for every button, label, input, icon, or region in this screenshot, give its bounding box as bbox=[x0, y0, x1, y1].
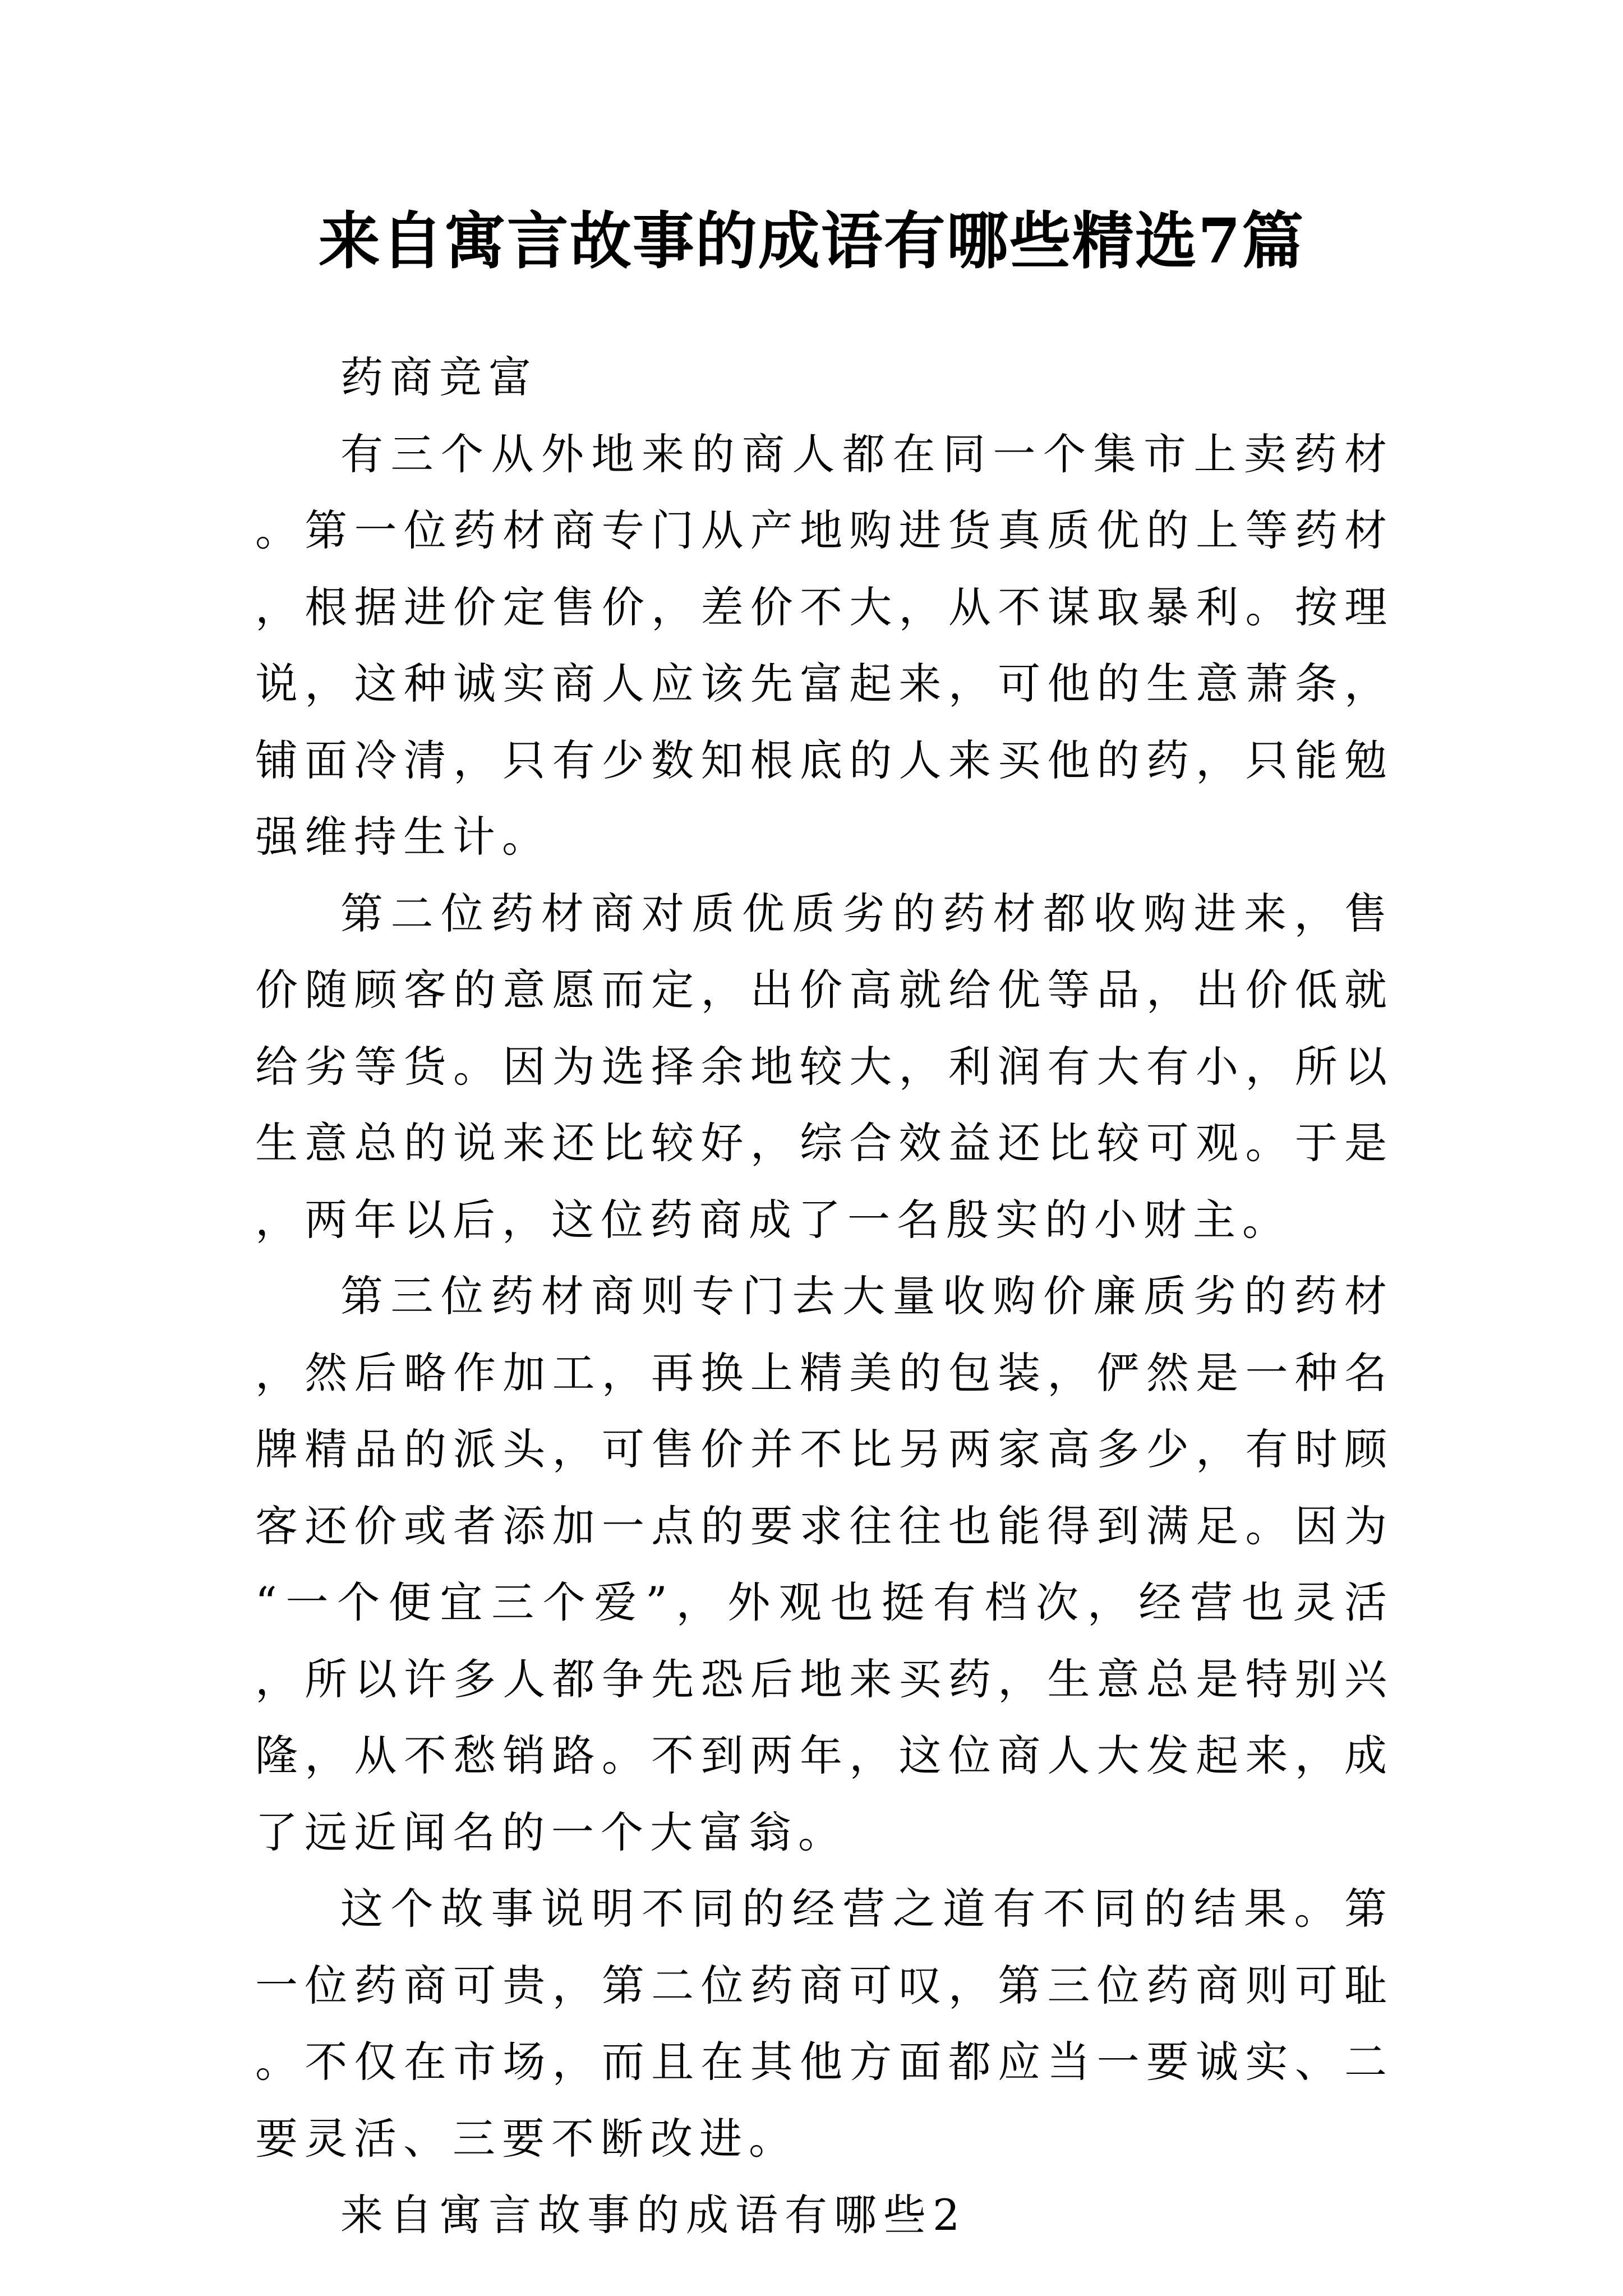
body-paragraph: 第三位药材商则专门去大量收购价廉质劣的药材，然后略作加工，再换上精美的包装，俨然是一种名牌精品的派头，可售价并不比另两家高多少，有时顾客还价或者添加一点的要求往往也能得到满足。因为“一个便宜三个爱”，外观也挺有档次，经营也灵活，所以许多人都争先恐后地来买药，生意总是特别兴隆，从不愁销路。不到两年，这位商人大发起来，成了远近闻名的一个大富翁。 bbox=[255, 1271, 1394, 1857]
document-title: 来自寓言故事的成语有哪些精选7篇 bbox=[318, 205, 1305, 277]
body-paragraph: 第二位药材商对质优质劣的药材都收购进来，售价随顾客的意愿而定，出价高就给优等品，出价低就给劣等货。因为选择余地较大，利润有大有小，所以生意总的说来还比较好，综合效益还比较可观。于是，两年以后，这位药商成了一名殷实的小财主。 bbox=[255, 888, 1394, 1245]
document-body bbox=[255, 339, 1394, 2254]
section-heading: 药商竞富 bbox=[340, 352, 538, 402]
section-heading: 来自寓言故事的成语有哪些2 bbox=[340, 2190, 967, 2240]
body-paragraph: 有三个从外地来的商人都在同一个集市上卖药材。第一位药材商专门从产地购进货真质优的上等药材，根据进价定售价，差价不大，从不谋取暴利。按理说，这种诚实商人应该先富起来，可他的生意萧条，铺面冷清，只有少数知根底的人来买他的药，只能勉强维持生计。 bbox=[255, 429, 1394, 862]
body-paragraph: 这个故事说明不同的经营之道有不同的结果。第一位药商可贵，第二位药商可叹，第三位药商则可耻。不仅在市场，而且在其他方面都应当一要诚实、二要灵活、三要不断改进。 bbox=[255, 1884, 1394, 2164]
